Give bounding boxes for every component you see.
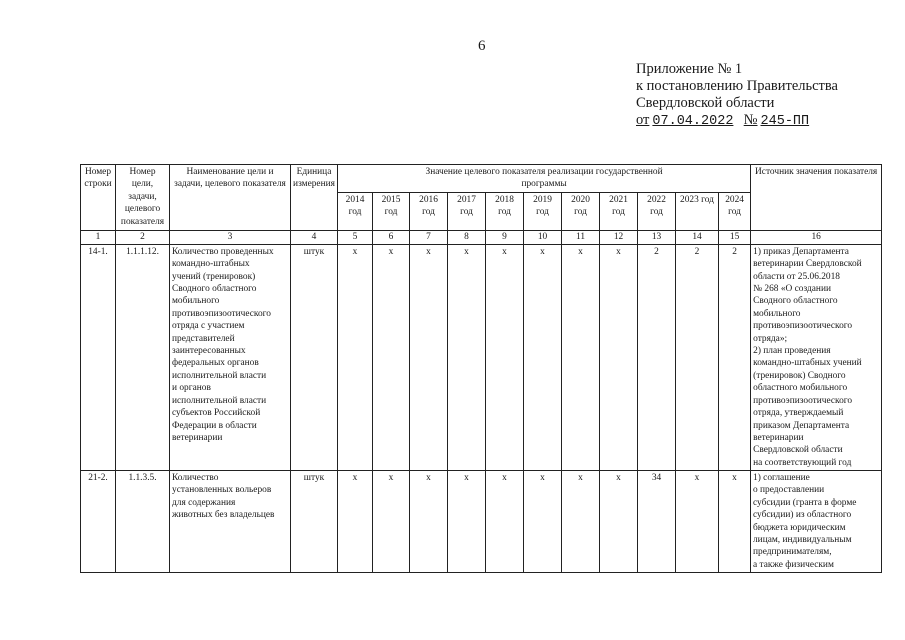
appendix-date-line — [636, 112, 838, 130]
value-2015: x — [373, 471, 410, 573]
table-row — [81, 471, 882, 573]
value-2020: x — [562, 244, 600, 470]
value-2021: x — [600, 471, 638, 573]
page-number: 6 — [478, 38, 486, 54]
date-prefix: от — [636, 112, 650, 128]
value-2017: x — [448, 244, 486, 470]
number-prefix: № — [743, 112, 758, 128]
column-number: 11 — [562, 230, 600, 244]
column-number: 6 — [373, 230, 410, 244]
column-number: 8 — [448, 230, 486, 244]
header-unit: Единица измерения — [291, 165, 338, 231]
unit: штук — [291, 471, 338, 573]
source: 1) соглашение о предоставлении субсидии (гранта в форме субсидии) из областного бюджета юридическим лицам, индивидуальным предпринимателям, а также физическим — [751, 471, 882, 573]
source: 1) приказ Департамента ветеринарии Свердловской области от 25.06.2018 № 268 «О создании Сводного областного мобильного противоэпизоотического отряда»; 2) план проведения командно-штабных учений (тренировок) Сводного областного мобильного противоэпизоотического отряда, утверждаемый приказом Департамента ветеринарии Свердловской области на соответствующий год — [751, 244, 882, 470]
value-2014: x — [338, 244, 373, 470]
value-2016: x — [410, 244, 448, 470]
header-value-group: Значение целевого показателя реализации государственной программы — [338, 165, 751, 193]
goal-number: 1.1.1.12. — [116, 244, 170, 470]
value-2024: x — [719, 471, 751, 573]
header-year: 2023 год — [676, 192, 719, 230]
header-year: 2018 год — [486, 192, 524, 230]
value-2015: x — [373, 244, 410, 470]
header-year: 2020 год — [562, 192, 600, 230]
column-number: 12 — [600, 230, 638, 244]
indicators-table — [80, 164, 882, 471]
unit: штук — [291, 244, 338, 470]
column-number: 9 — [486, 230, 524, 244]
value-2016: x — [410, 471, 448, 573]
value-2024: 2 — [719, 244, 751, 470]
value-2019: x — [524, 244, 562, 470]
value-2017: x — [448, 471, 486, 573]
document-date: 07.04.2022 — [652, 114, 734, 129]
value-2018: x — [486, 244, 524, 470]
header-year: 2022 год — [638, 192, 676, 230]
column-number: 10 — [524, 230, 562, 244]
header-row-number: Номер строки — [81, 165, 116, 231]
column-numbers-row — [81, 230, 882, 244]
column-number: 3 — [170, 230, 291, 244]
header-year: 2014 год — [338, 192, 373, 230]
value-2021: x — [600, 244, 638, 470]
header-row-1 — [81, 165, 882, 193]
row-number: 21-2. — [81, 471, 116, 573]
value-2014: x — [338, 471, 373, 573]
appendix-title: Приложение № 1 — [636, 61, 743, 77]
value-2022: 2 — [638, 244, 676, 470]
value-2020: x — [562, 471, 600, 573]
indicator-name: Количество установленных вольеров для содержания животных без владельцев — [170, 471, 291, 573]
column-number: 15 — [719, 230, 751, 244]
column-number: 13 — [638, 230, 676, 244]
column-number: 14 — [676, 230, 719, 244]
column-number: 5 — [338, 230, 373, 244]
appendix-line-region: Свердловской области — [636, 95, 775, 111]
header-source: Источник значения показателя — [751, 165, 882, 231]
appendix-line-resolution: к постановлению Правительства — [636, 78, 838, 94]
value-2022: 34 — [638, 471, 676, 573]
goal-number: 1.1.3.5. — [116, 471, 170, 573]
column-number: 4 — [291, 230, 338, 244]
header-name: Наименование цели и задачи, целевого показателя — [170, 165, 291, 231]
header-year: 2016 год — [410, 192, 448, 230]
header-year: 2015 год — [373, 192, 410, 230]
column-number: 16 — [751, 230, 882, 244]
header-year: 2024 год — [719, 192, 751, 230]
indicators-table-continued — [80, 470, 882, 573]
column-number: 7 — [410, 230, 448, 244]
table-row — [81, 244, 882, 470]
column-number: 2 — [116, 230, 170, 244]
column-number: 1 — [81, 230, 116, 244]
value-2023: 2 — [676, 244, 719, 470]
header-year: 2019 год — [524, 192, 562, 230]
value-2018: x — [486, 471, 524, 573]
appendix-header — [636, 61, 838, 130]
value-2019: x — [524, 471, 562, 573]
indicator-name: Количество проведенных командно-штабных учений (тренировок) Сводного областного мобильного противоэпизоотического отряда с участием представителей заинтересованных федеральных органов исполнительной власти и органов исполнительной власти субъектов Российской Федерации в области ветеринарии — [170, 244, 291, 470]
header-goal-number: Номер цели, задачи, целевого показателя — [116, 165, 170, 231]
document-number: 245-ПП — [760, 114, 810, 129]
row-number: 14-1. — [81, 244, 116, 470]
value-2023: x — [676, 471, 719, 573]
header-year: 2017 год — [448, 192, 486, 230]
header-year: 2021 год — [600, 192, 638, 230]
